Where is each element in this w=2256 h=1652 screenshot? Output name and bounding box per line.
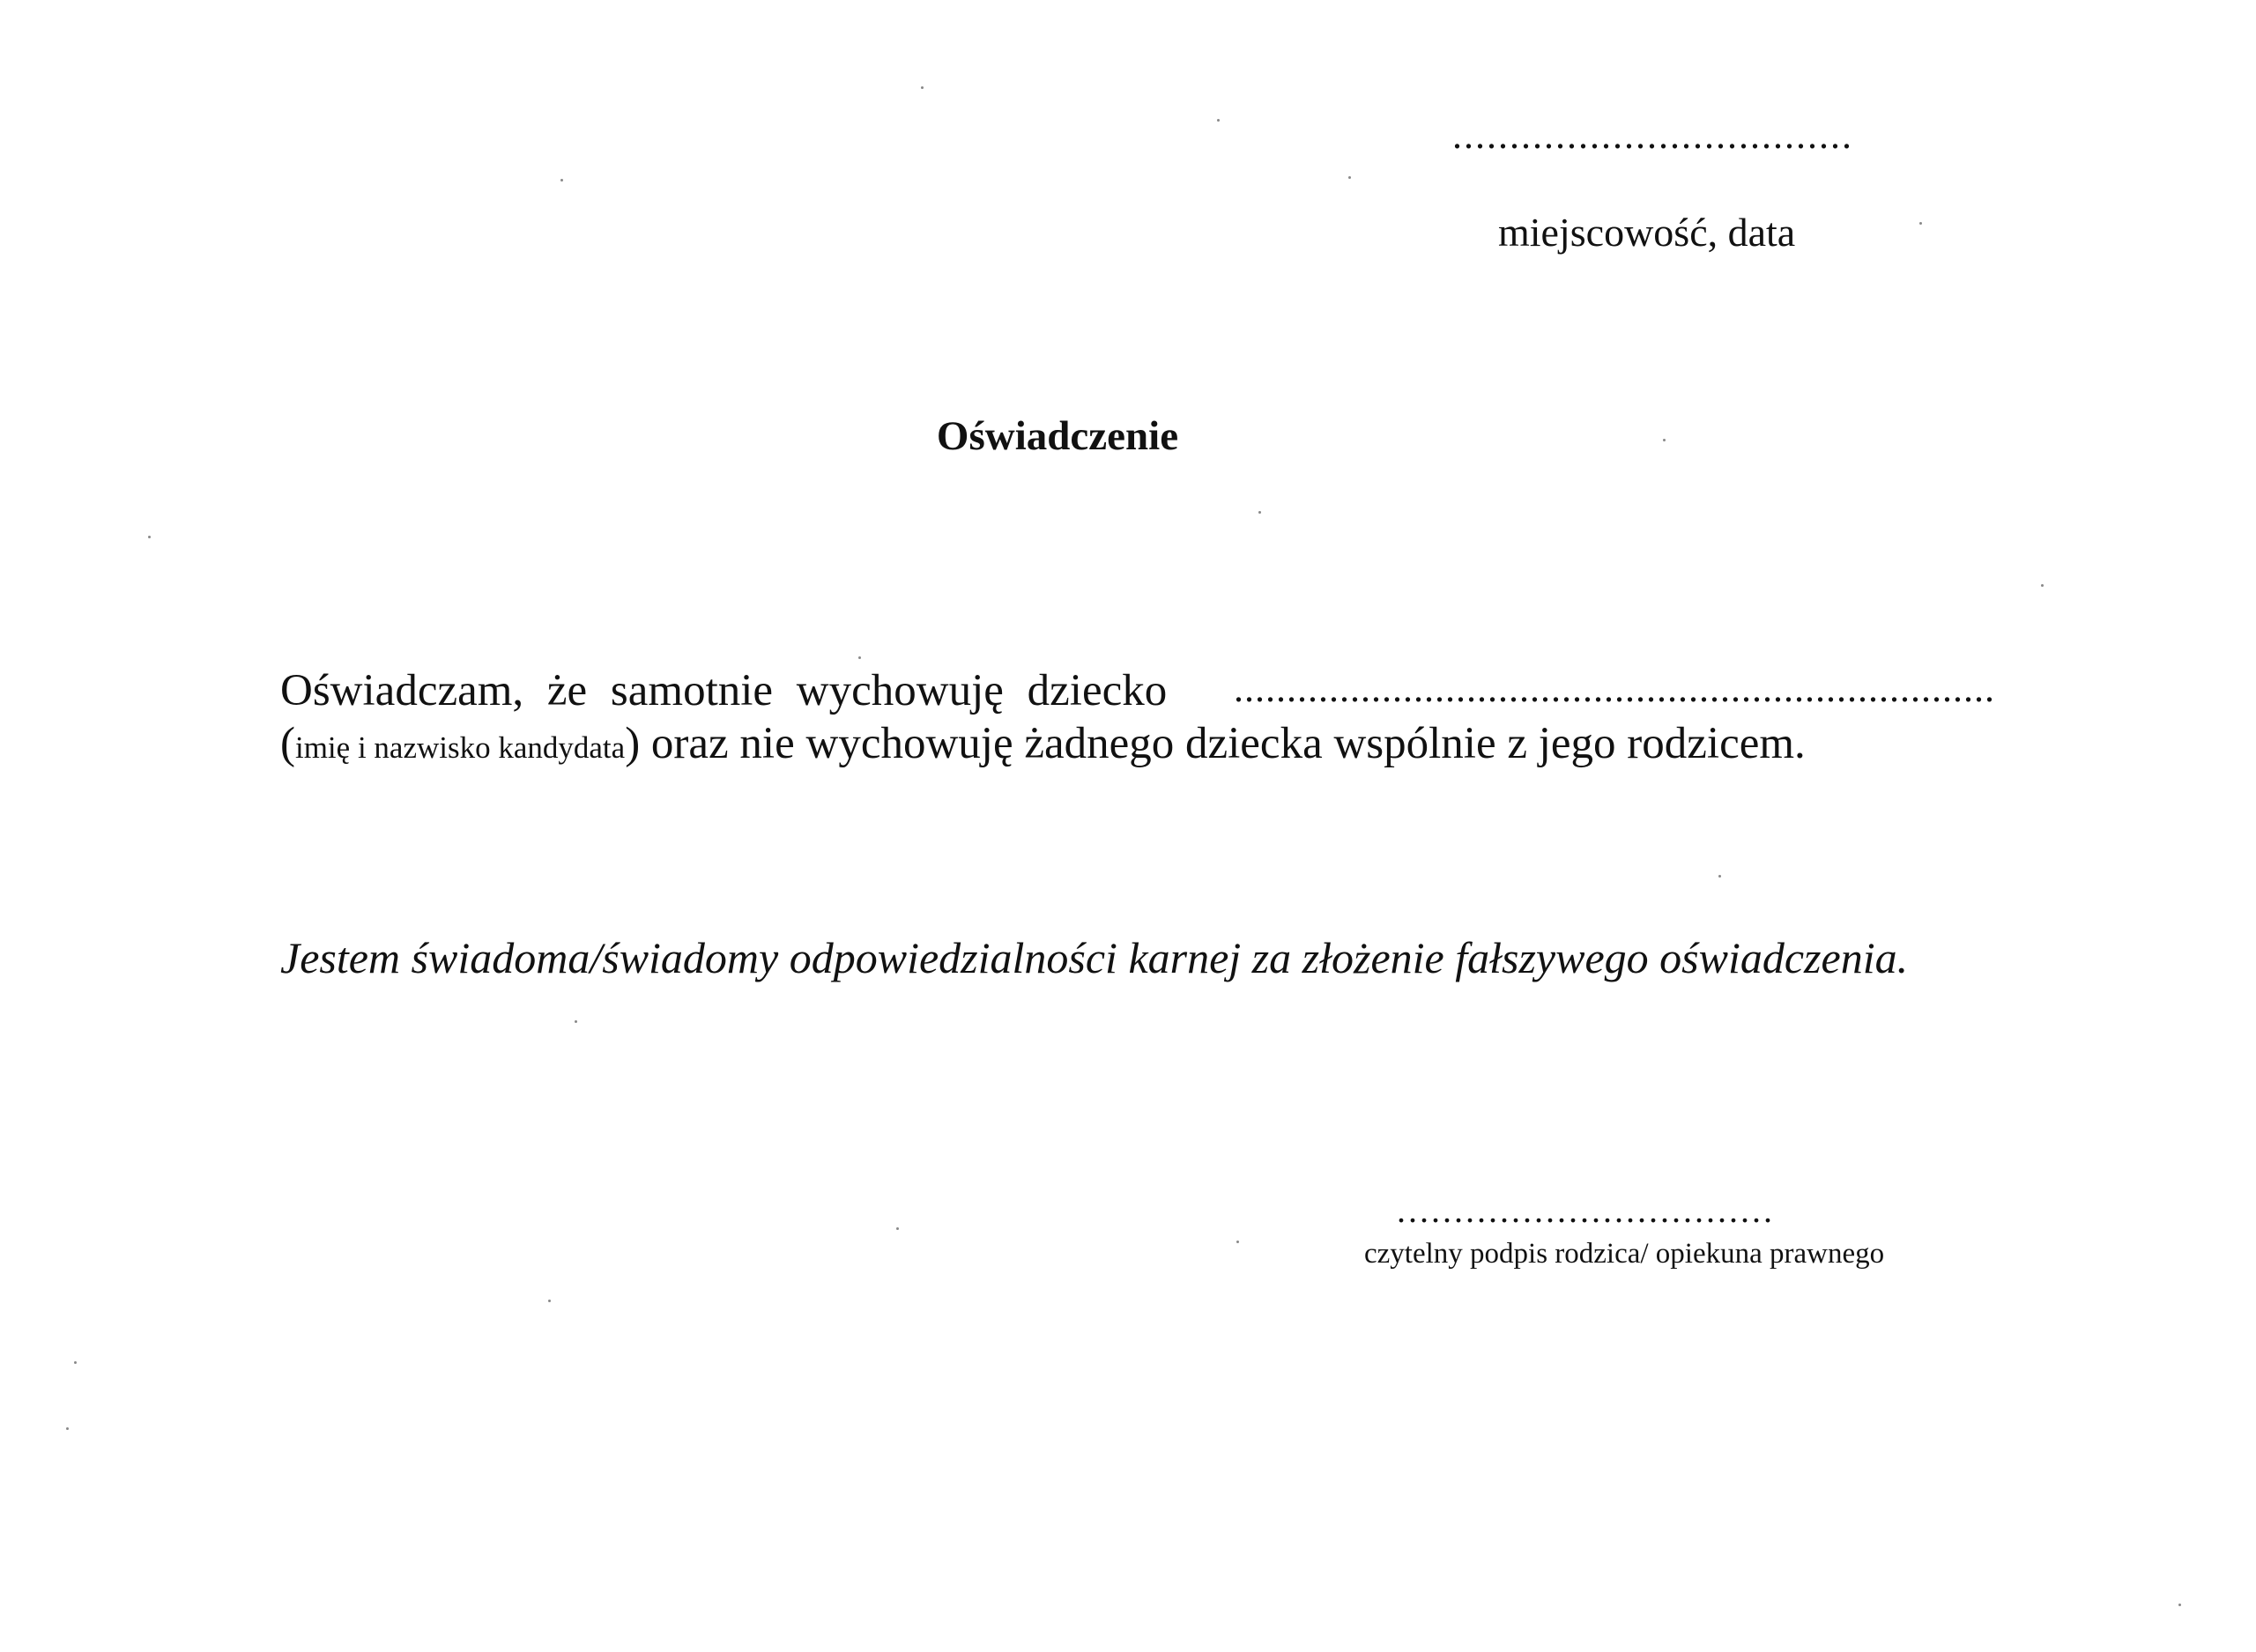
hint-paren-close: ) <box>625 719 641 768</box>
hint-paren-open: ( <box>280 719 295 768</box>
scan-speck <box>2041 584 2044 587</box>
liability-declaration: Jestem świadoma/świadomy odpowiedzialności karnej za złożenie fałszywego oświadczenia. <box>280 933 1909 982</box>
scan-speck <box>2178 1604 2181 1606</box>
document-title: Oświadczenie <box>936 413 1179 459</box>
scan-speck <box>921 86 924 89</box>
scan-speck <box>148 536 151 538</box>
scan-speck <box>1348 176 1351 179</box>
signature-placeholder-dots: ................................. <box>1397 1190 1775 1230</box>
scan-speck <box>858 656 861 659</box>
scan-speck <box>66 1427 69 1430</box>
statement-line-1: Oświadczam, że samotnie wychowuję dziecko <box>280 666 1168 715</box>
scan-speck <box>1919 222 1922 225</box>
place-date-label: miejscowość, data <box>1498 210 1796 255</box>
scan-speck <box>74 1361 77 1364</box>
scan-speck <box>548 1300 551 1302</box>
scan-speck <box>560 179 563 181</box>
signature-caption: czytelny podpis rodzica/ opiekuna prawnego <box>1364 1238 1885 1270</box>
scan-speck <box>896 1227 899 1230</box>
scan-speck <box>1258 511 1261 514</box>
scan-speck <box>1236 1241 1239 1243</box>
date-placeholder-dots: ................................... <box>1452 114 1853 157</box>
scan-speck <box>575 1020 577 1023</box>
scan-speck <box>1718 875 1721 878</box>
scan-speck <box>1663 439 1666 441</box>
statement-line-2-text: oraz nie wychowuję żadnego dziecka wspólnie z jego rodzicem. <box>640 719 1806 768</box>
child-name-placeholder-dots: ........................................................................ <box>1234 667 1995 710</box>
child-name-hint: imię i nazwisko kandydata <box>294 730 626 765</box>
statement-line-2 <box>280 718 1806 769</box>
scan-speck <box>1217 119 1220 122</box>
